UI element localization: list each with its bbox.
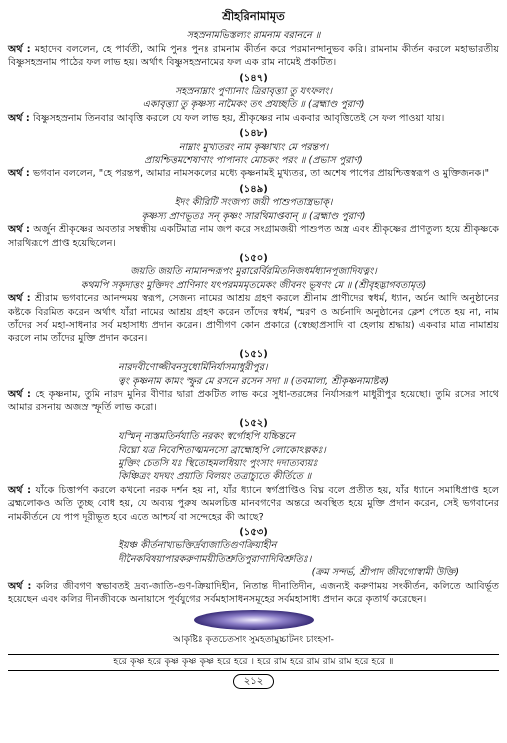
verse-number: (১৪৮) — [239, 128, 268, 140]
verse-line: নারদবীণোজ্জীবনসুধোর্মিনির্যাসমাধুরীপুর। — [118, 362, 268, 374]
closing-line: আকৃষ্টিঃ কৃতচেতসাং সুমহতামুচ্চাটনং চাংহসা- — [173, 635, 334, 646]
verse-line: জয়তি জয়তি নামানন্দরূপং মুরারের্বিরমিতনিজধর্মধ্যানপূজাদিযত্নং। — [130, 266, 377, 278]
verse-line: ইদং কীরিটি সংজপ্য জয়ী পাশুপতাস্ত্রভাক্। — [174, 197, 333, 209]
verse-line: ত্বং কৃষ্ণনাম কামং স্ফুর মে রসনে রসেন সদা ॥ (তবমালা, শ্রীকৃষ্ণনামাষ্টক) — [118, 375, 389, 387]
verse-line: ইয়ঞ্চ কীর্তনাখ্যভক্তির্দ্রব্যজাতিগুণক্রিয়াহীন — [118, 540, 277, 552]
translation: অর্থ : বিষ্ণুসহস্রনাম তিনবার আবৃত্তি করলে যে ফল লাভ হয়, শ্রীকৃষ্ণের নাম একবার আবৃত্তিতেই সে ফল পাওয়া যায়। — [8, 112, 445, 124]
translation: অর্থ : শ্রীরাম ভগবানের আনন্দময় স্বরূপ, সেজন্য নামের আশ্রয় গ্রহণ করলে শ্রীনাম প্রাণীদের স্বধর্ম, ধ্যান, অর্চন আদি অনুষ্ঠানের কষ্টকে বিরমিত করেন অর্থাৎ যাঁরা নামের আশ্রয় গ্রহণ করেন তাঁদের স্বধর্ম, স্মরণ ও অর্চনাদি অনুষ্ঠানের ক্লেশ পেতে হয় না, নাম তাঁদের সর্ব মহা-সাধনার সর্ব মহাসাধ্য প্রদান করেন। প্রাণীগণ কোন প্রকারে (স্বেচ্ছাপ্রসাদি বা হেলায় শ্রদ্ধায়) একবার মাত্র নামাশ্রয় করলে নাম তাঁদের মুক্তি প্রদান করেন। — [8, 293, 499, 345]
divider — [8, 670, 499, 671]
verse-number: (১৫৩) — [239, 527, 268, 539]
verse-line: যস্মিন্ ন্যস্তমতির্নযাতি নরকং স্বর্গোহপি যচ্চিন্তনে — [118, 431, 295, 443]
verse-line: বিঘ্নো যত্র নিবেশিতাত্মমনসো ব্রাহ্মোহপি লোকোঽল্পকঃ। — [118, 444, 326, 456]
verse-line: একাবৃত্ত্যা তু কৃষ্ণস্য নামৈকং তৎ প্রযচ্ছতি ॥ (ব্রহ্মাণ্ড পুরাণ) — [142, 99, 365, 111]
ornament — [8, 610, 499, 632]
verse-line: কৃষ্ণস্য প্রাণভূতঃ সন্ কৃষ্ণং সারথিমাপ্তবান্ ॥ (ব্রহ্মাণ্ড পুরাণ) — [141, 210, 366, 222]
verse-line: মুক্তিং চেতসি যঃ স্থিতোহমলধিয়াং পুংসাং দদাত্যব্যয়ঃ — [118, 458, 318, 469]
footer-mantra: হরে কৃষ্ণ হরে কৃষ্ণ কৃষ্ণ কৃষ্ণ হরে হরে । হরে রাম হরে রাম রাম রাম হরে হরে ॥ — [113, 656, 394, 667]
verse-number: (১৪৭) — [239, 72, 268, 84]
verse-line: সহস্রনাম্নাং পুণ্যানাং ত্রিরাবৃত্ত্যা তু যৎফলং। — [174, 86, 333, 98]
page-number: ২১২ — [233, 674, 275, 689]
translation: অর্থ : হে কৃষ্ণনাম, তুমি নারদ মুনির বীণার দ্বারা প্রকটিত লাভ করে সুধা-তরঙ্গের নির্যাসরূপ মাধুরীপুর হয়েছো। তুমি রসের সাথে আমার রসনায় অজস্র স্ফূর্তি লাভ করো। — [8, 388, 499, 414]
page — [8, 6, 499, 736]
ornament-icon — [194, 610, 314, 630]
translation: অর্থ : কলির জীবগণ স্বভাবতই দ্রব্য-জাতি-গুণ-ক্রিয়াদিহীন, নিতান্ত দীনাতিদীন, এজন্যই করুণাময় সংকীর্তন, কলিতে আবির্ভূত হয়েছেন এবং কলির দীনজীবকে অনায়াসে পূর্বযুগের সর্বমহাসাধনসমূহের সর্বমহাসাধ্য প্রদান করে কৃতার্থ করেছেন। — [8, 580, 499, 606]
verse-number: (১৫২) — [239, 417, 268, 429]
verse-line: নাম্নাং মুখ্যতরং নাম কৃষ্ণাখ্যং মে পরন্তপ। — [178, 141, 329, 153]
source-citation: (ক্রম সন্দর্ভ, শ্রীপাদ জীবগোস্বামী উক্তি) — [311, 567, 459, 579]
translation: অর্থ : অর্জুন শ্রীকৃষ্ণের অবতার সম্বন্ধীয় একটিমাত্র নাম জপ করে সংগ্রামজয়ী পাশুপত অস্ত্র এবং শ্রীকৃষ্ণের প্রাণতুল্য হয়ে শ্রীকৃষ্ণকে সারথিরূপে প্রাপ্ত হয়েছিলেন। — [8, 224, 499, 249]
verse-number: (১৪৯) — [239, 183, 268, 195]
divider — [8, 654, 499, 655]
translation: অর্থ : ভগবান বললেন, "হে পরন্তপ, আমার নামসকলের মধ্যে কৃষ্ণনামই মুখ্যতর, তা অশেষ পাপের প্রায়শ্চিত্তস্বরূপ ও মুক্তিজনক।" — [8, 168, 490, 180]
verse-line: প্রায়শ্চিত্তমশেষাণাং পাপানাং মোচকং পরং ॥ (প্রভাস পুরাণ) — [144, 155, 363, 167]
verse-line: দীনৈকবিষয়াপারকরুণাময়ীতিশ্রুতিপুরাণাদিবিশ্রুতিঃ। — [118, 553, 312, 565]
translation: অর্থ : মহাদেব বললেন, হে পার্বতী, আমি পুনঃ পুনঃ রামনাম কীর্তন করে পরমানন্দানুভব করি। রামনাম কীর্তন করলে মহাভারতীয় বিষ্ণুসহস্রনাম পাঠের ফল লাভ হয়। অর্থাৎ বিষ্ণুসহস্রনামের ফল এক রাম নামেই প্রকটিত। — [8, 43, 499, 69]
verse-number: (১৫১) — [239, 348, 268, 360]
verse-line: সহস্রনামভিস্তল্যং রামনাম বরাননে ॥ — [186, 30, 321, 42]
verse-line: কথমপি সকৃদাত্তং মুক্তিদং প্রাণিনাং যৎপরমমমৃতমেকং জীবনং ভূষণং মে ॥ (শ্রীবৃহদ্ভাগবতামৃত) — [80, 279, 427, 291]
translation: অর্থ : যাঁকে চিত্তার্পণ করলে কখনো নরক দর্শন হয় না, যাঁর ধ্যানে স্বর্গপ্রাপ্তিও বিঘ্ন বলে প্রতীত হয়, যাঁর ধ্যানে সমাধিপ্রাপ্ত হলে ব্রহ্মলোকও অতি তুচ্ছ বোধ হয়, যে অব্যয় পুরুষ অমলচিত্ত মানবগণের অন্তরে অবস্থিত হয়ে মুক্তি প্রদান করেন, সেই ভগবানের নামকীর্তনে যে পাপ দূরীভূত হবে এতে আশ্চর্য বা সন্দেহের কী আছে? — [8, 484, 499, 523]
page-title: শ্রীহরিনামামৃত — [222, 9, 285, 23]
verse-line: কিঞ্চিত্রং যদঘং প্রয়াতি বিলয়ং তত্রাচ্যুতে কীর্তিতে ॥ — [118, 471, 312, 483]
verse-number: (১৫০) — [239, 252, 268, 264]
